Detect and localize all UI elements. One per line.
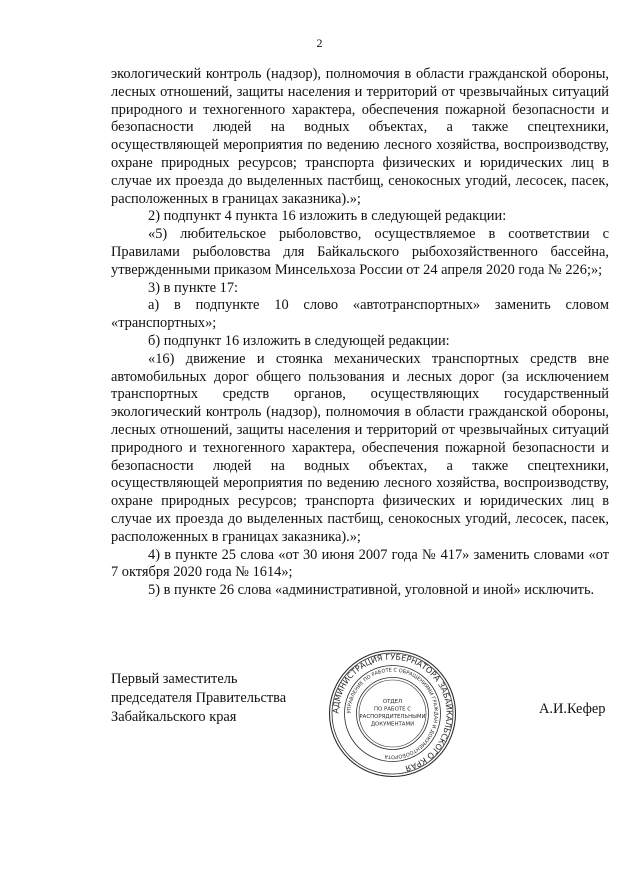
signatory-title-line: Забайкальского края [111,709,237,725]
signatory-title-line: Первый заместитель [111,671,238,687]
stamp-inner-text: УПРАВЛЕНИЕ ПО РАБОТЕ С ОБРАЩЕНИЯМИ ГРАЖДАН И ДОКУМЕНТООБОРОТА [346,667,439,760]
signatory-title [111,670,286,727]
paragraph-subitem-b: б) подпункт 16 изложить в следующей редакции: [148,332,450,349]
stamp-center-line: ПО РАБОТЕ С [373,706,412,713]
stamp-center-line: РАСПОРЯДИТЕЛЬНЫМИ [359,714,426,720]
stamp-center-line: ДОКУМЕНТАМИ [370,721,415,728]
paragraph-subitem-a: а) в подпункте 10 слово «автотранспортных» заменить словом «транспортных»; [111,297,609,332]
stamp-center-line: ОТДЕЛ [382,699,403,705]
paragraph-item-4: 4) в пункте 25 слова «от 30 июня 2007 года № 417» заменить словами «от 7 октября 2020 года № 1614»; [111,546,609,581]
paragraph-subitem-5: «5) любительское рыболовство, осуществляемое в соответствии с Правилами рыболовства для Байкальского рыбохозяйственного бассейна, утвержденными приказом Минсельхоза России от 24 апреля 2020 года № 226;»; [111,226,609,278]
paragraph-continuation: экологический контроль (надзор), полномочия в области гражданской обороны, лесных отношений, защиты населения и территорий от чрезвычайных ситуаций природного и техногенного характера, обеспечения пожарной безопасности и безопасности людей на водных объектах, а также спецтехники, осуществляющей мероприятия по ведению лесного хозяйства, воспроизводству, охране природных ресурсов; транспорта физических и юридических лиц в случае их проезда до выделенных пастбищ, сенокосных угодий, лесосек, пасек, расположенных в границах заказника).»; [111,66,609,207]
document-body [111,66,609,600]
signatory-title-line: председателя Правительства [111,690,287,706]
paragraph-item-5: 5) в пункте 26 слова «административной, уголовной и иной» исключить. [148,582,595,599]
stamp-outer-text: АДМИНИСТРАЦИЯ ГУБЕРНАТОРА ЗАБАЙКАЛЬСКОГО КРАЯ [331,652,454,773]
paragraph-item-2: 2) подпункт 4 пункта 16 изложить в следующей редакции: [148,208,507,225]
official-stamp [328,649,457,778]
page-number: 2 [316,36,323,50]
signatory-name: А.И.Кефер [539,701,606,717]
paragraph-subitem-16: «16) движение и стоянка механических транспортных средств вне автомобильных дорог общего пользования и лесных дорог (за исключением транспортных средств органов, осуществляющих государственный экологический контроль (надзор), полномочия в области гражданской обороны, лесных отношений, защиты населения и территорий от чрезвычайных ситуаций природного и техногенного характера, обеспечения пожарной безопасности и безопасности людей на водных объектах, а также спецтехники, осуществляющей мероприятия по ведению лесного хозяйства, воспроизводству, охране природных ресурсов; транспорта физических и юридических лиц в случае их проезда до выделенных пастбищ, сенокосных угодий, лесосек, пасек, расположенных в границах заказника).»; [111,350,609,545]
paragraph-item-3: 3) в пункте 17: [148,279,239,296]
